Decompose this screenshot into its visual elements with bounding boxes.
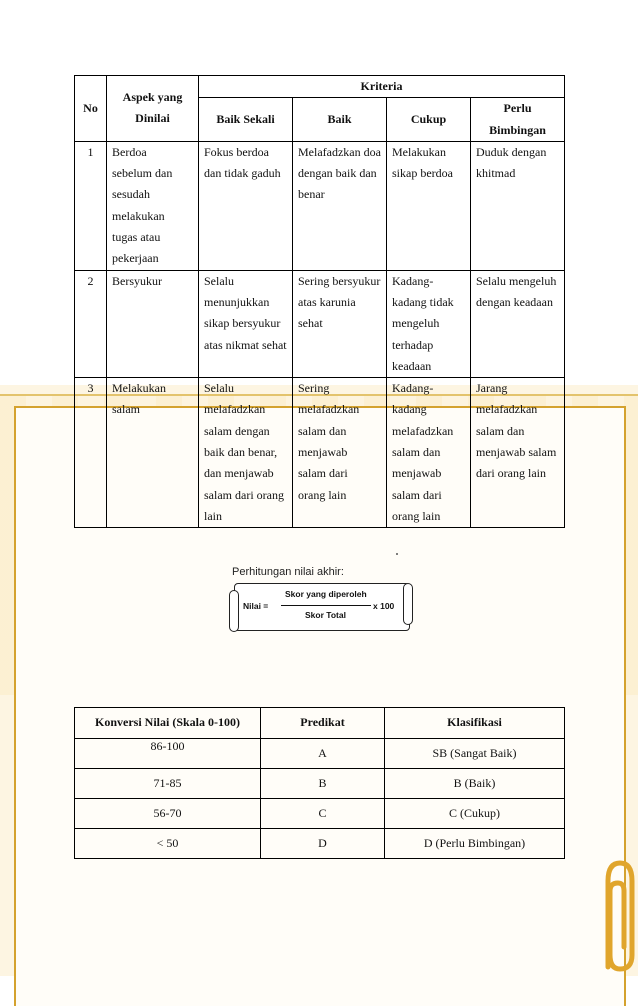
- row-number: 2: [75, 270, 107, 377]
- header-level: Baik: [293, 98, 387, 142]
- fraction-bar: [281, 605, 371, 606]
- scroll-curl-left: [229, 590, 239, 632]
- table-row: [75, 799, 565, 829]
- predicate: A: [261, 739, 385, 769]
- classification: C (Cukup): [385, 799, 565, 829]
- header-level: Baik Sekali: [199, 98, 293, 142]
- criteria-cell: Kadang-kadang melafadzkan salam dan menjawab salam dari orang lain: [387, 378, 471, 528]
- conversion-header: Predikat: [261, 708, 385, 739]
- criteria-cell: Fokus berdoa dan tidak gaduh: [199, 141, 293, 270]
- table-row: [75, 769, 565, 799]
- table-row: [75, 378, 565, 528]
- criteria-cell: Sering bersyukur atas karunia sehat: [293, 270, 387, 377]
- table-row: [75, 141, 565, 270]
- formula-title: Perhitungan nilai akhir:: [232, 566, 344, 578]
- final-score-formula: [232, 566, 410, 636]
- criteria-cell: Selalu melafadzkan salam dengan baik dan benar, dan menjawab salam dari orang lain: [199, 378, 293, 528]
- predicate: B: [261, 769, 385, 799]
- criteria-cell: Kadang-kadang tidak mengeluh terhadap keadaan: [387, 270, 471, 377]
- row-number: 3: [75, 378, 107, 528]
- formula-denominator: Skor Total: [305, 610, 346, 620]
- header-level: Perlu Bimbingan: [471, 98, 565, 142]
- criteria-cell: Selalu mengeluh dengan keadaan: [471, 270, 565, 377]
- paperclip-icon: [596, 855, 638, 975]
- table-row: [75, 739, 565, 769]
- formula-multiplier: x 100: [373, 601, 395, 611]
- criteria-cell: Selalu menunjukkan sikap bersyukur atas nikmat sehat: [199, 270, 293, 377]
- header-aspect: Aspek yang Dinilai: [107, 76, 199, 142]
- formula-numerator: Skor yang diperoleh: [285, 589, 367, 599]
- table-row: [75, 270, 565, 377]
- conversion-header: Klasifikasi: [385, 708, 565, 739]
- header-no: No: [75, 76, 107, 142]
- criteria-cell: Melakukan sikap berdoa: [387, 141, 471, 270]
- score-range: 71-85: [75, 769, 261, 799]
- table-row: [75, 829, 565, 859]
- predicate: C: [261, 799, 385, 829]
- score-range: < 50: [75, 829, 261, 859]
- classification: D (Perlu Bimbingan): [385, 829, 565, 859]
- conversion-table: [74, 707, 565, 859]
- header-level: Cukup: [387, 98, 471, 142]
- stray-dot: [396, 553, 398, 555]
- conversion-header: Konversi Nilai (Skala 0-100): [75, 708, 261, 739]
- rubric-table: [74, 75, 565, 528]
- classification: B (Baik): [385, 769, 565, 799]
- score-range: 56-70: [75, 799, 261, 829]
- predicate: D: [261, 829, 385, 859]
- formula-scroll: [234, 583, 410, 631]
- criteria-cell: Sering melafadzkan salam dan menjawab salam dari orang lain: [293, 378, 387, 528]
- score-range: 86-100: [75, 739, 261, 769]
- row-aspect: Bersyukur: [107, 270, 199, 377]
- criteria-cell: Melafadzkan doa dengan baik dan benar: [293, 141, 387, 270]
- row-number: 1: [75, 141, 107, 270]
- row-aspect: Melakukan salam: [107, 378, 199, 528]
- criteria-cell: Duduk dengan khitmad: [471, 141, 565, 270]
- row-aspect: Berdoa sebelum dan sesudah melakukan tugas atau pekerjaan: [107, 141, 199, 270]
- formula-label: Nilai =: [243, 601, 269, 611]
- classification: SB (Sangat Baik): [385, 739, 565, 769]
- scroll-curl-right: [403, 583, 413, 625]
- criteria-cell: Jarang melafadzkan salam dan menjawab salam dari orang lain: [471, 378, 565, 528]
- header-criteria: Kriteria: [199, 76, 565, 98]
